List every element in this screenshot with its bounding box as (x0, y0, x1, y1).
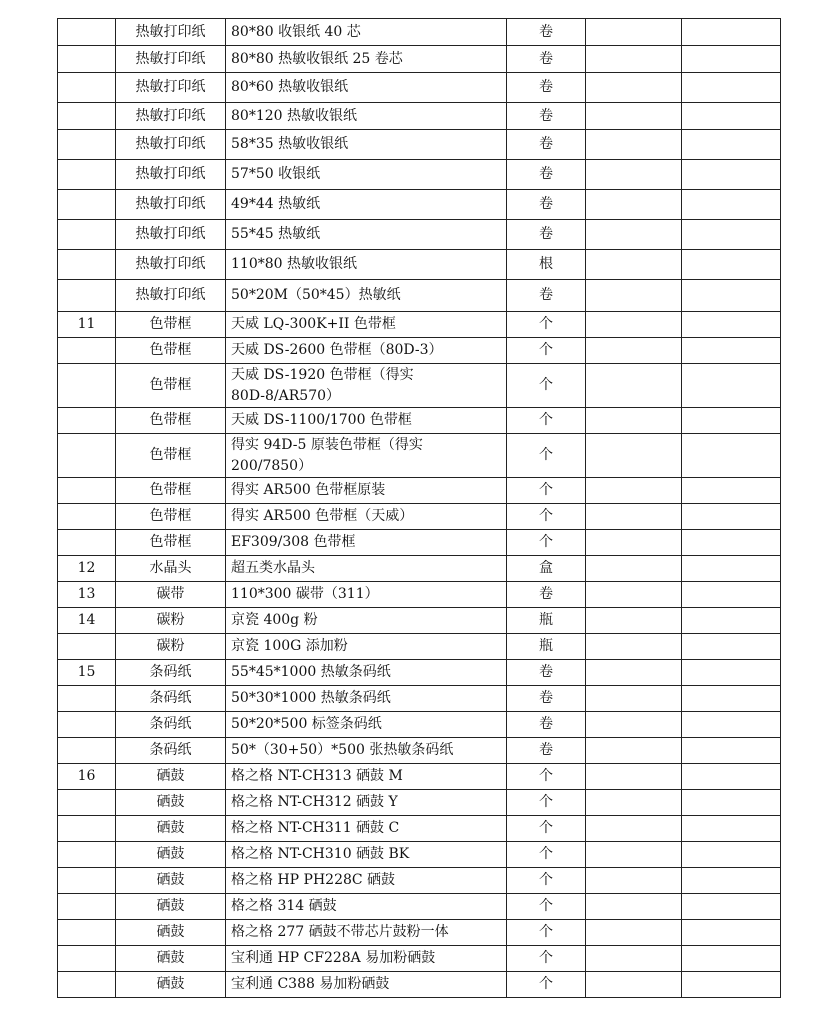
description-line-2: 80D-8/AR570） (231, 387, 341, 404)
unit-cell: 卷 (507, 130, 586, 160)
remarks-cell (682, 686, 781, 712)
description-cell (226, 250, 507, 280)
quantity-cell (586, 738, 682, 764)
table-row (58, 920, 781, 946)
category-cell: 水晶头 (116, 556, 226, 582)
unit-cell: 个 (507, 504, 586, 530)
description-line: 55*45 热敏纸 (231, 226, 321, 242)
table-row (58, 46, 781, 73)
row-index-cell (58, 686, 116, 712)
category-cell: 硒鼓 (116, 920, 226, 946)
category-cell: 色带框 (116, 408, 226, 434)
unit-cell: 个 (507, 478, 586, 504)
unit-cell: 个 (507, 790, 586, 816)
category-cell: 碳粉 (116, 608, 226, 634)
description-line: 80*60 热敏收银纸 (231, 79, 349, 95)
category-cell: 热敏打印纸 (116, 160, 226, 190)
description-line: 京瓷 100G 添加粉 (231, 638, 348, 654)
description-cell (226, 894, 507, 920)
category-cell: 热敏打印纸 (116, 220, 226, 250)
quantity-cell (586, 19, 682, 46)
remarks-cell (682, 130, 781, 160)
remarks-cell (682, 364, 781, 408)
table-row (58, 478, 781, 504)
row-index-cell (58, 19, 116, 46)
unit-cell: 个 (507, 530, 586, 556)
quantity-cell (586, 504, 682, 530)
description-line: 80*80 热敏收银纸 25 卷芯 (231, 50, 403, 67)
remarks-cell (682, 160, 781, 190)
remarks-cell (682, 738, 781, 764)
description-cell (226, 530, 507, 556)
row-index-cell (58, 504, 116, 530)
remarks-cell (682, 46, 781, 73)
table-row (58, 408, 781, 434)
quantity-cell (586, 408, 682, 434)
quantity-cell (586, 634, 682, 660)
table-row (58, 338, 781, 364)
category-cell: 色带框 (116, 530, 226, 556)
description-line: 格之格 NT-CH313 硒鼓 M (231, 768, 403, 784)
description-line: 天威 LQ-300K+II 色带框 (231, 316, 396, 332)
table-row (58, 19, 781, 46)
unit-cell: 个 (507, 408, 586, 434)
row-index-cell (58, 842, 116, 868)
remarks-cell (682, 504, 781, 530)
description-line: 格之格 314 硒鼓 (231, 898, 337, 914)
unit-cell: 卷 (507, 686, 586, 712)
table-row (58, 160, 781, 190)
category-cell: 硒鼓 (116, 946, 226, 972)
category-cell: 色带框 (116, 478, 226, 504)
description-line: 50*30*1000 热敏条码纸 (231, 690, 391, 706)
row-index-cell (58, 530, 116, 556)
description-cell (226, 504, 507, 530)
table-row (58, 582, 781, 608)
quantity-cell (586, 46, 682, 73)
row-index-cell: 14 (58, 608, 116, 634)
unit-cell: 卷 (507, 73, 586, 103)
remarks-cell (682, 920, 781, 946)
table-row (58, 103, 781, 130)
description-cell (226, 408, 507, 434)
unit-cell: 盒 (507, 556, 586, 582)
description-line: 格之格 HP PH228C 硒鼓 (231, 872, 396, 888)
row-index-cell (58, 220, 116, 250)
table-row (58, 434, 781, 478)
category-cell: 热敏打印纸 (116, 103, 226, 130)
description-cell (226, 634, 507, 660)
category-cell: 热敏打印纸 (116, 250, 226, 280)
quantity-cell (586, 312, 682, 338)
table-row (58, 946, 781, 972)
row-index-cell (58, 790, 116, 816)
description-cell (226, 220, 507, 250)
remarks-cell (682, 250, 781, 280)
unit-cell: 根 (507, 250, 586, 280)
table-row (58, 130, 781, 160)
remarks-cell (682, 530, 781, 556)
table-row (58, 868, 781, 894)
quantity-cell (586, 130, 682, 160)
remarks-cell (682, 338, 781, 364)
description-cell (226, 686, 507, 712)
category-cell: 硒鼓 (116, 868, 226, 894)
remarks-cell (682, 764, 781, 790)
row-index-cell (58, 408, 116, 434)
description-cell (226, 972, 507, 998)
description-line: 格之格 NT-CH312 硒鼓 Y (231, 794, 398, 810)
quantity-cell (586, 338, 682, 364)
description-cell (226, 312, 507, 338)
description-cell (226, 364, 507, 408)
row-index-cell (58, 190, 116, 220)
description-cell (226, 920, 507, 946)
quantity-cell (586, 160, 682, 190)
table-row (58, 712, 781, 738)
unit-cell: 个 (507, 312, 586, 338)
description-cell (226, 738, 507, 764)
quantity-cell (586, 530, 682, 556)
quantity-cell (586, 434, 682, 478)
description-line: 49*44 热敏纸 (231, 196, 321, 212)
row-index-cell (58, 103, 116, 130)
row-index-cell: 12 (58, 556, 116, 582)
category-cell: 硒鼓 (116, 764, 226, 790)
remarks-cell (682, 894, 781, 920)
remarks-cell (682, 660, 781, 686)
description-cell (226, 790, 507, 816)
description-line: 宝利通 HP CF228A 易加粉硒鼓 (231, 950, 436, 966)
remarks-cell (682, 19, 781, 46)
table-row (58, 764, 781, 790)
description-cell (226, 190, 507, 220)
remarks-cell (682, 556, 781, 582)
description-line: 得实 AR500 色带框原装 (231, 482, 386, 498)
description-cell (226, 160, 507, 190)
unit-cell: 卷 (507, 19, 586, 46)
remarks-cell (682, 972, 781, 998)
remarks-cell (682, 103, 781, 130)
unit-cell: 卷 (507, 103, 586, 130)
table-row (58, 686, 781, 712)
category-cell: 硒鼓 (116, 894, 226, 920)
description-line: 得实 AR500 色带框（天威） (231, 508, 414, 524)
table-row (58, 364, 781, 408)
category-cell: 碳粉 (116, 634, 226, 660)
quantity-cell (586, 712, 682, 738)
unit-cell: 个 (507, 434, 586, 478)
remarks-cell (682, 220, 781, 250)
unit-cell: 个 (507, 764, 586, 790)
description-cell (226, 608, 507, 634)
category-cell: 碳带 (116, 582, 226, 608)
description-line: 50*20M（50*45）热敏纸 (231, 287, 401, 303)
description-line: 50*（30+50）*500 张热敏条码纸 (231, 742, 454, 758)
table-row (58, 816, 781, 842)
quantity-cell (586, 73, 682, 103)
description-line: 宝利通 C388 易加粉硒鼓 (231, 976, 390, 992)
category-cell: 热敏打印纸 (116, 280, 226, 312)
category-cell: 条码纸 (116, 712, 226, 738)
remarks-cell (682, 816, 781, 842)
unit-cell: 卷 (507, 660, 586, 686)
table-row (58, 894, 781, 920)
description-line: 57*50 收银纸 (231, 166, 321, 182)
quantity-cell (586, 478, 682, 504)
category-cell: 条码纸 (116, 686, 226, 712)
remarks-cell (682, 842, 781, 868)
category-cell: 热敏打印纸 (116, 19, 226, 46)
unit-cell: 卷 (507, 712, 586, 738)
unit-cell: 个 (507, 842, 586, 868)
category-cell: 条码纸 (116, 660, 226, 686)
description-line: 天威 DS-1920 色带框（得实 (231, 366, 414, 383)
unit-cell: 个 (507, 972, 586, 998)
quantity-cell (586, 250, 682, 280)
quantity-cell (586, 816, 682, 842)
description-line: 得实 94D-5 原装色带框（得实 (231, 436, 423, 453)
description-line: 天威 DS-2600 色带框（80D-3） (231, 342, 443, 358)
remarks-cell (682, 790, 781, 816)
unit-cell: 个 (507, 894, 586, 920)
quantity-cell (586, 190, 682, 220)
description-cell (226, 660, 507, 686)
description-line: EF309/308 色带框 (231, 534, 356, 550)
description-line: 格之格 NT-CH310 硒鼓 BK (231, 846, 410, 862)
description-cell (226, 338, 507, 364)
description-line: 110*300 碳带（311） (231, 586, 379, 602)
description-line: 80*120 热敏收银纸 (231, 107, 357, 124)
category-cell: 热敏打印纸 (116, 46, 226, 73)
supplies-table (57, 18, 781, 998)
remarks-cell (682, 946, 781, 972)
remarks-cell (682, 312, 781, 338)
table-row (58, 73, 781, 103)
quantity-cell (586, 660, 682, 686)
unit-cell: 个 (507, 868, 586, 894)
row-index-cell (58, 712, 116, 738)
description-cell (226, 946, 507, 972)
description-line: 京瓷 400g 粉 (231, 612, 318, 628)
table-row (58, 556, 781, 582)
row-index-cell (58, 364, 116, 408)
quantity-cell (586, 842, 682, 868)
table-row (58, 738, 781, 764)
table-row (58, 842, 781, 868)
description-line: 80*80 收银纸 40 芯 (231, 23, 361, 40)
category-cell: 硒鼓 (116, 842, 226, 868)
unit-cell: 个 (507, 816, 586, 842)
remarks-cell (682, 73, 781, 103)
table-row (58, 608, 781, 634)
description-cell (226, 478, 507, 504)
quantity-cell (586, 582, 682, 608)
unit-cell: 卷 (507, 738, 586, 764)
description-line: 超五类水晶头 (231, 560, 315, 576)
quantity-cell (586, 868, 682, 894)
description-cell (226, 103, 507, 130)
category-cell: 热敏打印纸 (116, 130, 226, 160)
description-line: 55*45*1000 热敏条码纸 (231, 664, 391, 680)
description-cell (226, 712, 507, 738)
table-row (58, 250, 781, 280)
table-row (58, 972, 781, 998)
remarks-cell (682, 634, 781, 660)
unit-cell: 瓶 (507, 634, 586, 660)
table-row (58, 190, 781, 220)
row-index-cell (58, 634, 116, 660)
description-line: 格之格 NT-CH311 硒鼓 C (231, 820, 400, 836)
unit-cell: 卷 (507, 280, 586, 312)
description-line: 110*80 热敏收银纸 (231, 256, 357, 272)
row-index-cell: 15 (58, 660, 116, 686)
quantity-cell (586, 220, 682, 250)
quantity-cell (586, 364, 682, 408)
description-line: 天威 DS-1100/1700 色带框 (231, 412, 412, 428)
description-cell (226, 280, 507, 312)
description-cell (226, 46, 507, 73)
table-body (58, 19, 781, 998)
description-cell (226, 130, 507, 160)
description-cell (226, 73, 507, 103)
quantity-cell (586, 686, 682, 712)
remarks-cell (682, 280, 781, 312)
row-index-cell (58, 946, 116, 972)
remarks-cell (682, 408, 781, 434)
unit-cell: 个 (507, 364, 586, 408)
category-cell: 色带框 (116, 434, 226, 478)
row-index-cell (58, 972, 116, 998)
quantity-cell (586, 556, 682, 582)
quantity-cell (586, 790, 682, 816)
category-cell: 热敏打印纸 (116, 73, 226, 103)
row-index-cell (58, 46, 116, 73)
quantity-cell (586, 764, 682, 790)
unit-cell: 瓶 (507, 608, 586, 634)
remarks-cell (682, 608, 781, 634)
category-cell: 热敏打印纸 (116, 190, 226, 220)
category-cell: 色带框 (116, 364, 226, 408)
unit-cell: 卷 (507, 46, 586, 73)
category-cell: 色带框 (116, 338, 226, 364)
category-cell: 条码纸 (116, 738, 226, 764)
description-cell (226, 556, 507, 582)
row-index-cell (58, 250, 116, 280)
table-row (58, 634, 781, 660)
unit-cell: 卷 (507, 220, 586, 250)
remarks-cell (682, 190, 781, 220)
row-index-cell (58, 920, 116, 946)
quantity-cell (586, 972, 682, 998)
category-cell: 色带框 (116, 312, 226, 338)
row-index-cell (58, 338, 116, 364)
quantity-cell (586, 103, 682, 130)
remarks-cell (682, 434, 781, 478)
row-index-cell (58, 816, 116, 842)
quantity-cell (586, 608, 682, 634)
description-cell (226, 842, 507, 868)
unit-cell: 个 (507, 338, 586, 364)
table-row (58, 220, 781, 250)
row-index-cell (58, 894, 116, 920)
description-line-2: 200/7850） (231, 457, 313, 474)
row-index-cell (58, 478, 116, 504)
description-cell (226, 582, 507, 608)
table-row (58, 790, 781, 816)
row-index-cell (58, 738, 116, 764)
remarks-cell (682, 868, 781, 894)
description-cell (226, 868, 507, 894)
quantity-cell (586, 920, 682, 946)
table-row (58, 504, 781, 530)
table-row (58, 280, 781, 312)
table-row (58, 312, 781, 338)
table-row (58, 660, 781, 686)
row-index-cell (58, 130, 116, 160)
row-index-cell (58, 868, 116, 894)
row-index-cell: 16 (58, 764, 116, 790)
description-cell (226, 764, 507, 790)
description-cell (226, 19, 507, 46)
description-cell (226, 434, 507, 478)
unit-cell: 卷 (507, 582, 586, 608)
row-index-cell: 13 (58, 582, 116, 608)
category-cell: 硒鼓 (116, 972, 226, 998)
row-index-cell (58, 160, 116, 190)
remarks-cell (682, 478, 781, 504)
unit-cell: 卷 (507, 160, 586, 190)
quantity-cell (586, 946, 682, 972)
quantity-cell (586, 280, 682, 312)
unit-cell: 个 (507, 946, 586, 972)
description-line: 50*20*500 标签条码纸 (231, 716, 382, 732)
category-cell: 硒鼓 (116, 790, 226, 816)
remarks-cell (682, 582, 781, 608)
description-line: 58*35 热敏收银纸 (231, 136, 349, 152)
description-cell (226, 816, 507, 842)
unit-cell: 卷 (507, 190, 586, 220)
category-cell: 硒鼓 (116, 816, 226, 842)
remarks-cell (682, 712, 781, 738)
unit-cell: 个 (507, 920, 586, 946)
row-index-cell (58, 73, 116, 103)
row-index-cell (58, 280, 116, 312)
table-row (58, 530, 781, 556)
description-line: 格之格 277 硒鼓不带芯片鼓粉一体 (231, 924, 449, 940)
row-index-cell: 11 (58, 312, 116, 338)
quantity-cell (586, 894, 682, 920)
row-index-cell (58, 434, 116, 478)
category-cell: 色带框 (116, 504, 226, 530)
